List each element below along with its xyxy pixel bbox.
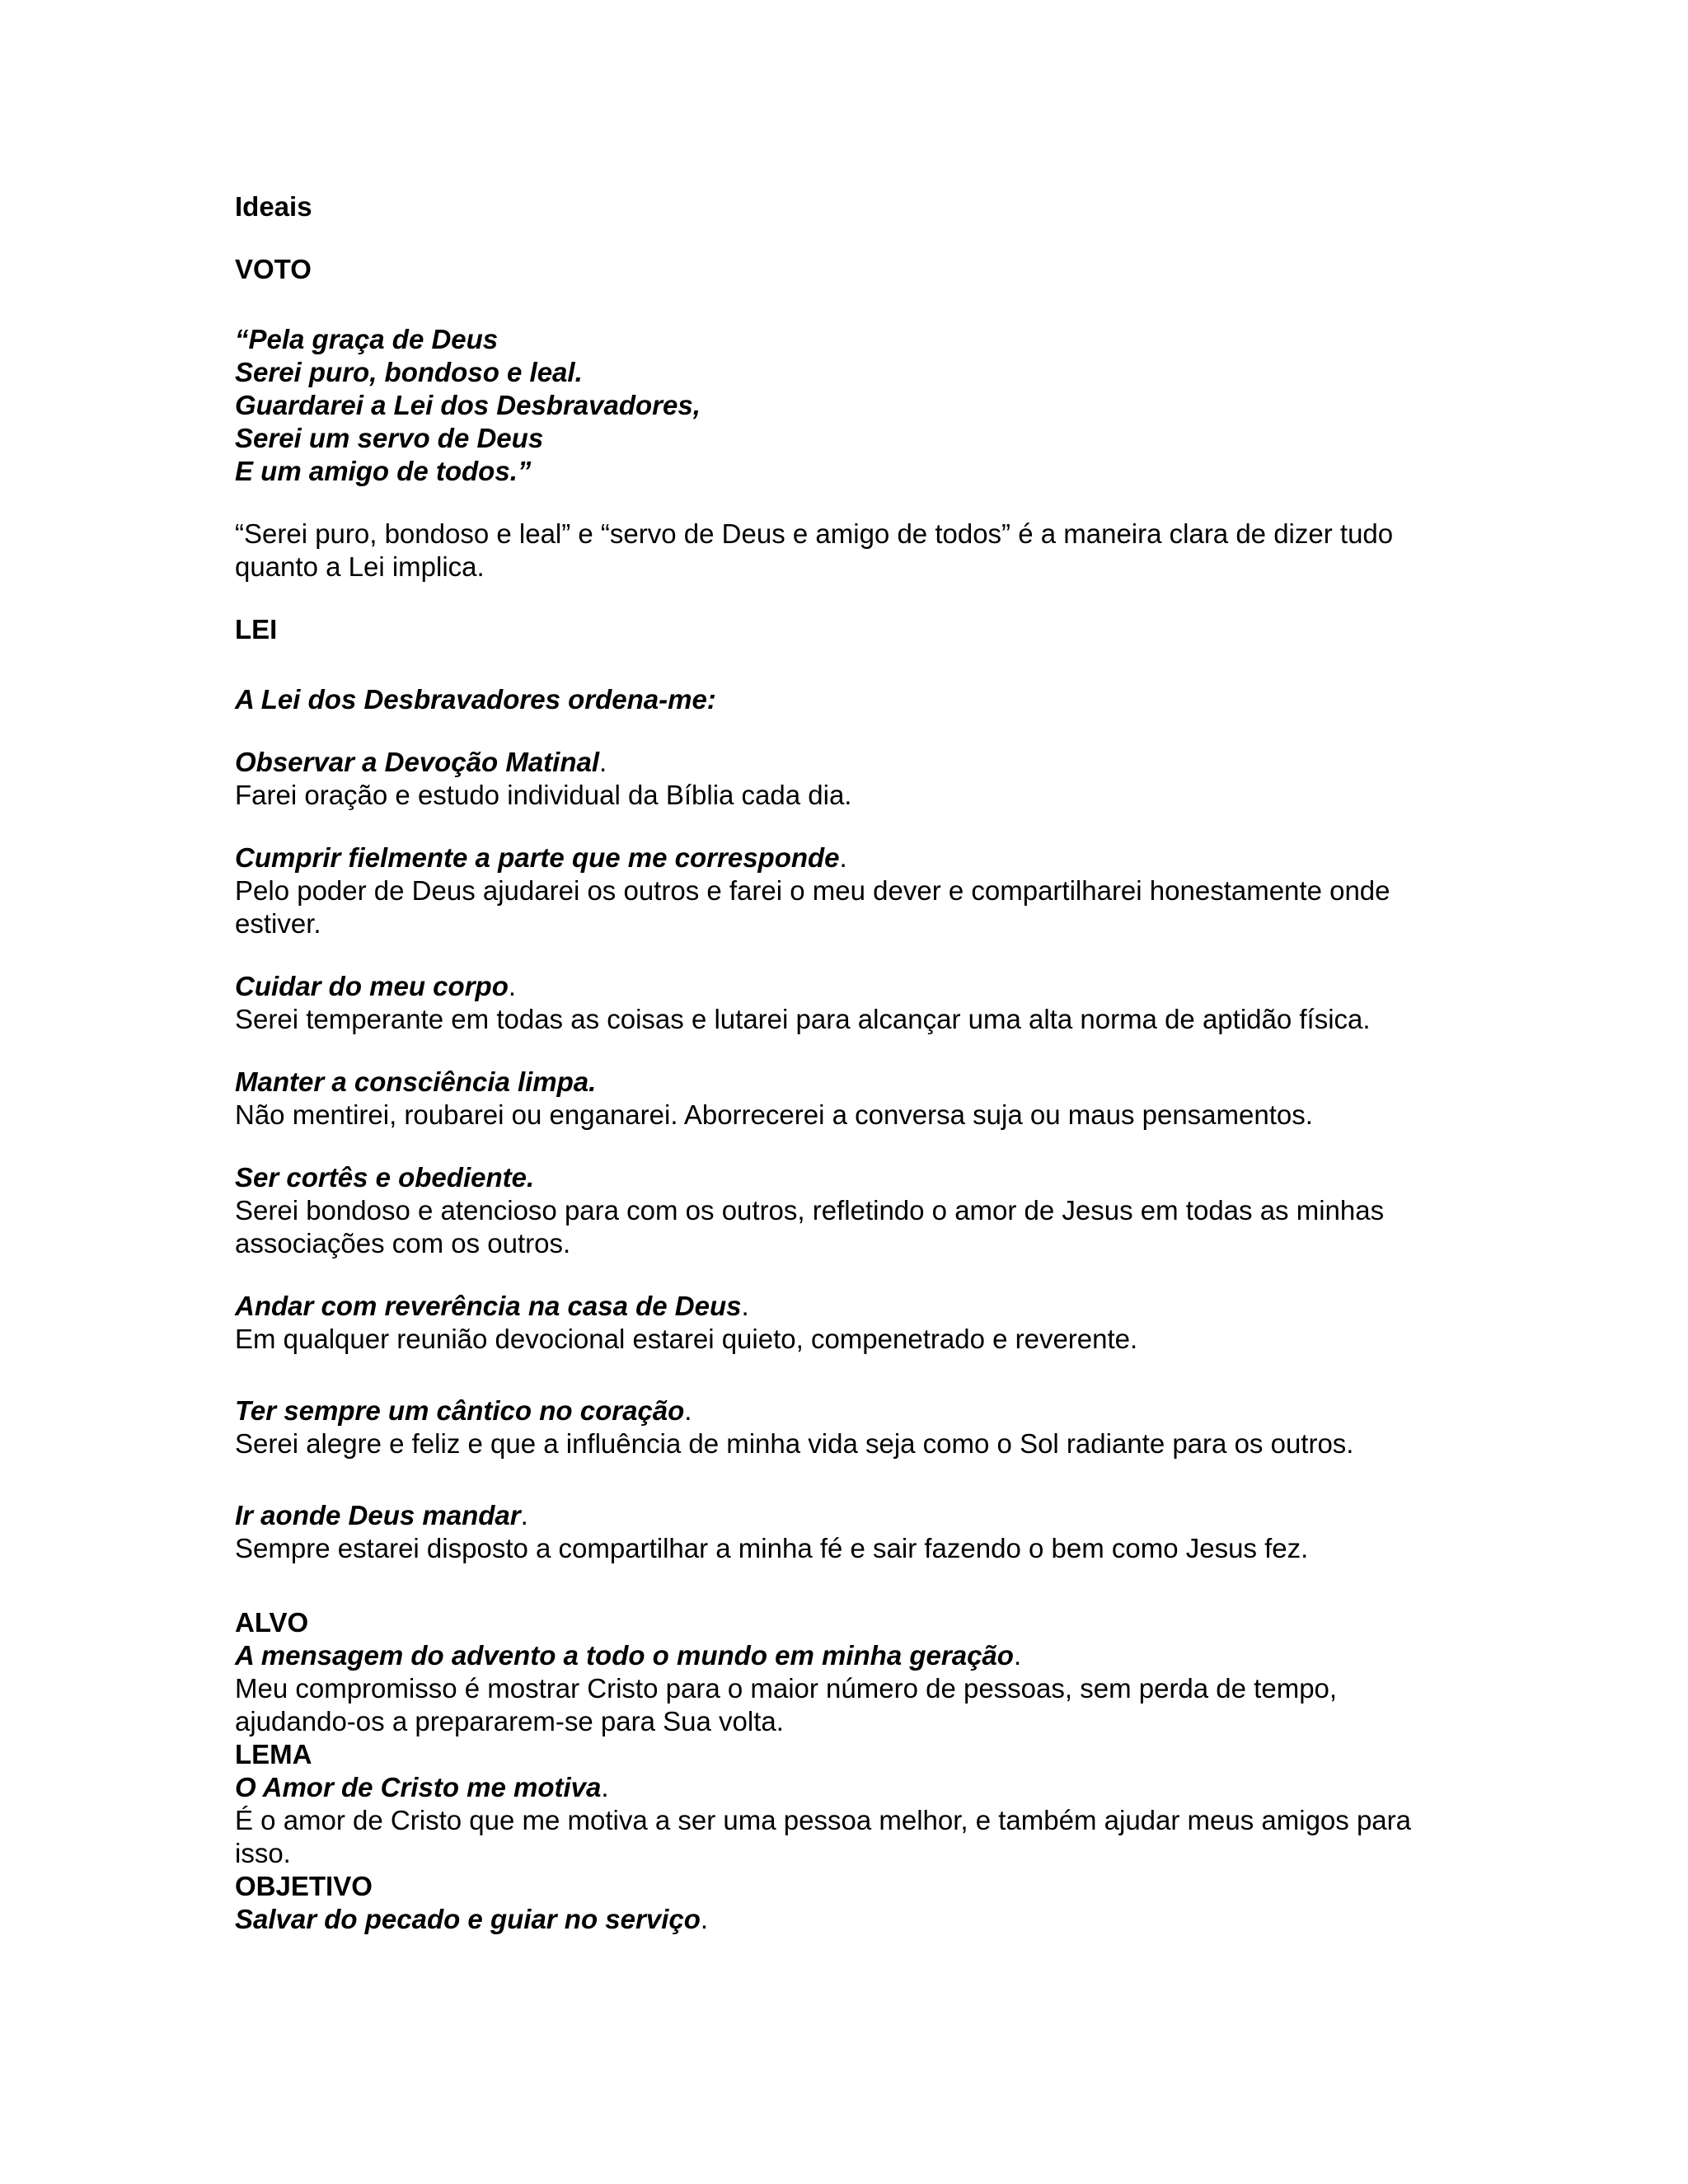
- lei-heading: LEI: [235, 614, 278, 644]
- lei-item-text: Serei bondoso e atencioso para com os outros, refletindo o amor de Jesus em todas as minhas: [235, 1195, 1385, 1226]
- voto-comment-line: “Serei puro, bondoso e leal” e “servo de Deus e amigo de todos” é a maneira clara de dizer tudo: [235, 518, 1394, 549]
- lema-section: [235, 1738, 1455, 1870]
- lei-item-title: Cumprir fielmente a parte que me corresponde: [235, 842, 840, 873]
- lei-item-title: Cuidar do meu corpo: [235, 971, 509, 1001]
- voto-line: Serei um servo de Deus: [235, 423, 544, 453]
- voto-heading: VOTO: [235, 254, 312, 284]
- lema-title: O Amor de Cristo me motiva: [235, 1772, 602, 1802]
- alvo-text: ajudando-os a prepararem-se para Sua volta.: [235, 1706, 784, 1736]
- document-page: [235, 190, 1455, 1936]
- voto-line: Guardarei a Lei dos Desbravadores,: [235, 390, 701, 420]
- lei-item: [235, 1290, 1455, 1356]
- objetivo-heading: OBJETIVO: [235, 1871, 373, 1901]
- lei-item-punct: .: [684, 1395, 692, 1426]
- lei-item-punct: .: [599, 747, 607, 777]
- lei-item-text: Não mentirei, roubarei ou enganarei. Aborrecerei a conversa suja ou maus pensamentos.: [235, 1099, 1313, 1130]
- lei-item-punct: .: [839, 842, 847, 873]
- lei-item-punct: .: [508, 971, 517, 1001]
- voto-comment: [235, 518, 1455, 583]
- lei-intro: A Lei dos Desbravadores ordena-me:: [235, 684, 716, 715]
- objetivo-title: Salvar do pecado e guiar no serviço: [235, 1904, 701, 1934]
- lei-item-punct: .: [520, 1500, 528, 1530]
- lei-item-text: estiver.: [235, 908, 321, 939]
- lei-item-text: Em qualquer reunião devocional estarei quieto, compenetrado e reverente.: [235, 1324, 1138, 1354]
- alvo-heading: ALVO: [235, 1607, 309, 1638]
- lema-text: isso.: [235, 1838, 291, 1868]
- objetivo-section: [235, 1870, 1455, 1936]
- voto-comment-line: quanto a Lei implica.: [235, 551, 485, 582]
- lei-item: [235, 970, 1455, 1036]
- lei-item-text: Farei oração e estudo individual da Bíblia cada dia.: [235, 780, 852, 810]
- lei-item-text: Serei temperante em todas as coisas e lutarei para alcançar uma alta norma de aptidão física.: [235, 1004, 1371, 1034]
- lei-item-title: Observar a Devoção Matinal: [235, 747, 600, 777]
- lei-item: [235, 1499, 1455, 1565]
- objetivo-punct: .: [700, 1904, 709, 1934]
- voto-line: E um amigo de todos.”: [235, 456, 532, 486]
- lema-punct: .: [601, 1772, 609, 1802]
- lei-item-title: Ser cortês e obediente.: [235, 1162, 535, 1193]
- lei-item: [235, 1161, 1455, 1260]
- lei-item-text: Serei alegre e feliz e que a influência de minha vida seja como o Sol radiante para os outros.: [235, 1428, 1354, 1459]
- alvo-title: A mensagem do advento a todo o mundo em minha geração: [235, 1640, 1014, 1671]
- lei-item: [235, 841, 1455, 940]
- lei-item: [235, 1066, 1455, 1132]
- page-title: Ideais: [235, 191, 312, 222]
- lei-item-text: associações com os outros.: [235, 1228, 571, 1258]
- alvo-section: [235, 1606, 1455, 1738]
- alvo-text: Meu compromisso é mostrar Cristo para o maior número de pessoas, sem perda de tempo,: [235, 1673, 1338, 1704]
- lei-item-punct: .: [741, 1291, 749, 1321]
- voto-line: “Pela graça de Deus: [235, 324, 499, 354]
- lei-item: [235, 1394, 1455, 1460]
- lei-item-text: Sempre estarei disposto a compartilhar a minha fé e sair fazendo o bem como Jesus fez.: [235, 1533, 1309, 1563]
- lei-item-title: Ir aonde Deus mandar: [235, 1500, 521, 1530]
- alvo-punct: .: [1013, 1640, 1022, 1671]
- lema-heading: LEMA: [235, 1739, 312, 1769]
- voto-line: Serei puro, bondoso e leal.: [235, 357, 583, 387]
- voto-text: [235, 323, 1455, 488]
- lei-item: [235, 746, 1455, 812]
- lei-item-title: Ter sempre um cântico no coração: [235, 1395, 685, 1426]
- lei-item-title: Andar com reverência na casa de Deus: [235, 1291, 742, 1321]
- lema-text: É o amor de Cristo que me motiva a ser uma pessoa melhor, e também ajudar meus amigos para: [235, 1805, 1411, 1835]
- lei-item-text: Pelo poder de Deus ajudarei os outros e farei o meu dever e compartilharei honestamente onde: [235, 875, 1390, 906]
- lei-item-title: Manter a consciência limpa.: [235, 1066, 597, 1097]
